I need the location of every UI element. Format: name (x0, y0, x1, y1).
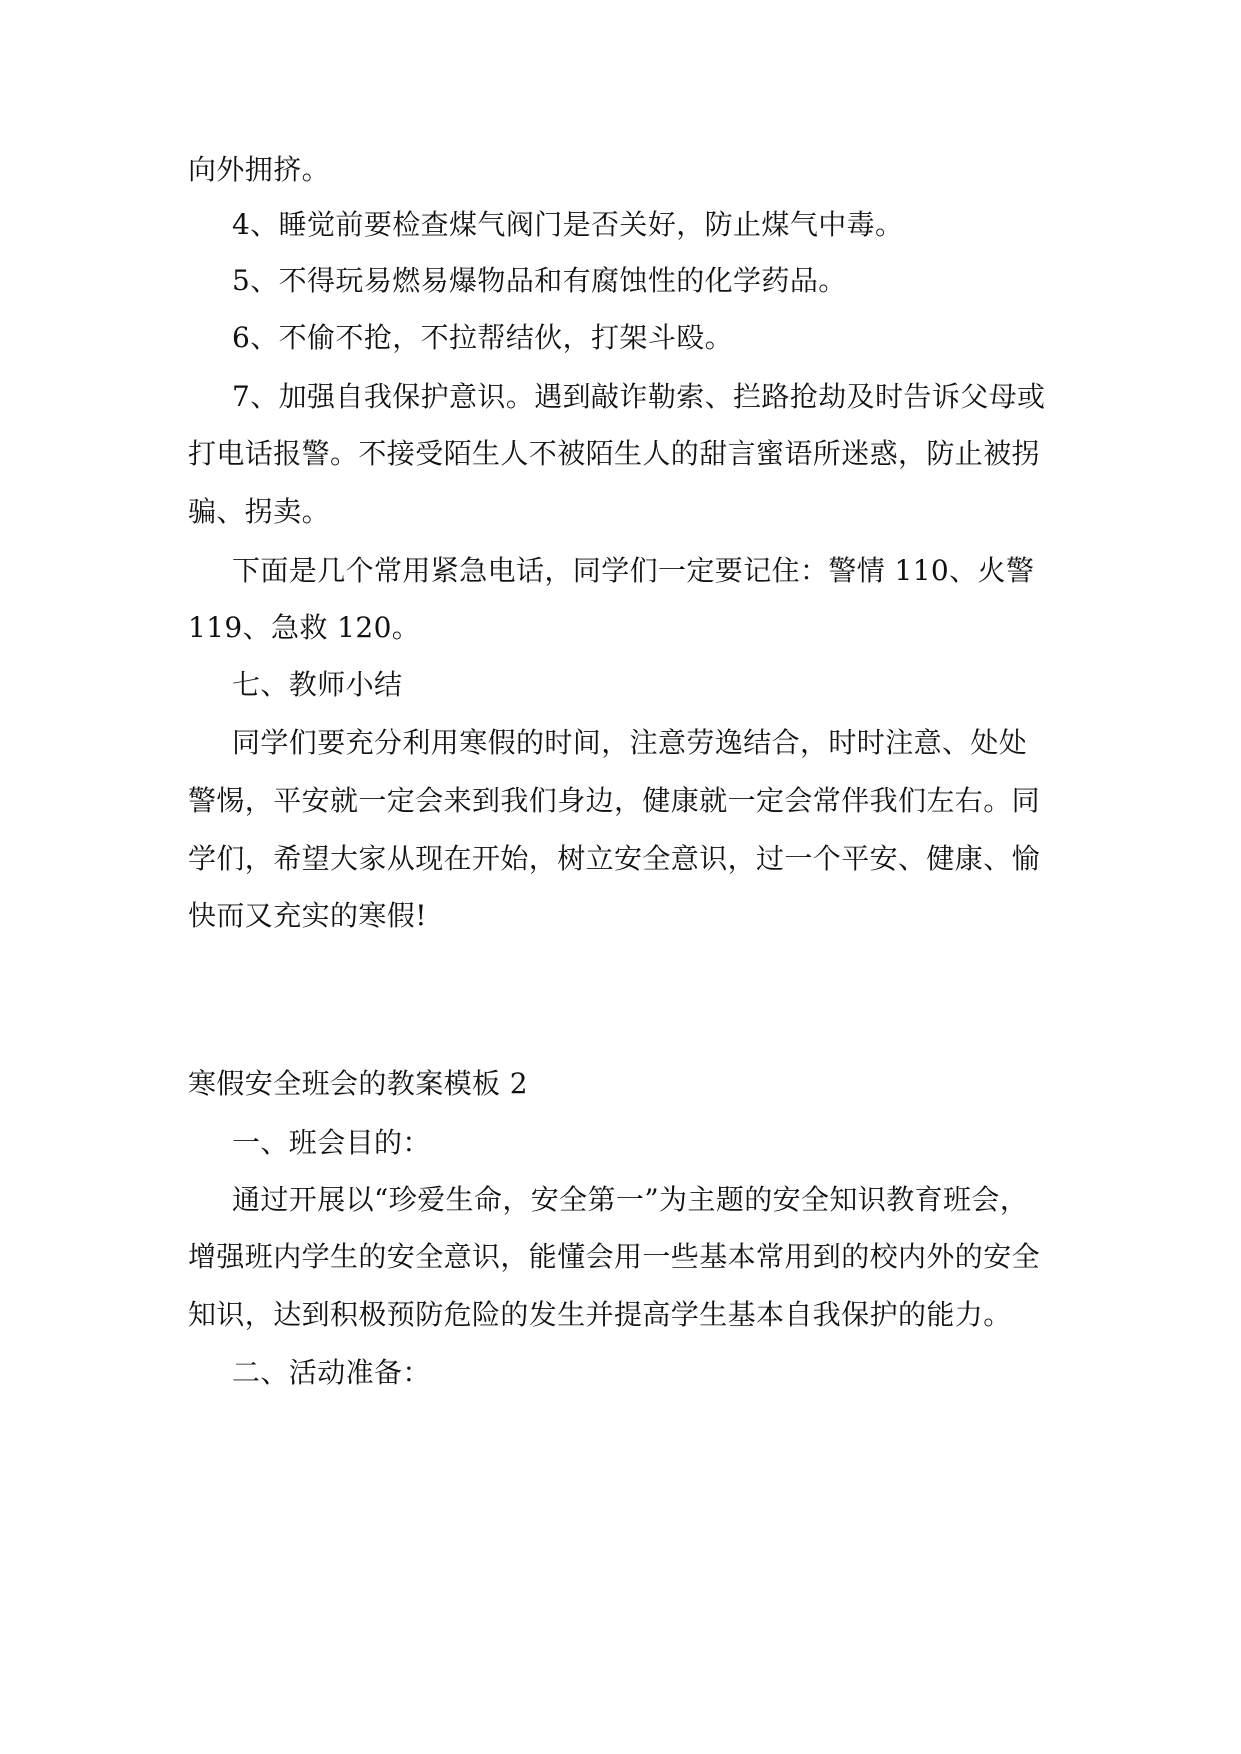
list-item-4: 4、睡觉前要检查煤气阀门是否关好，防止煤气中毒。 (232, 208, 904, 241)
emergency-numbers-line-2: 119、急救 120。 (188, 611, 421, 644)
section-heading-activity-prep: 二、活动准备： (232, 1356, 431, 1389)
purpose-line-1: 通过开展以“珍爱生命，安全第一”为主题的安全知识教育班会， (232, 1183, 1029, 1216)
purpose-line-2: 增强班内学生的安全意识，能懂会用一些基本常用到的校内外的安全 (188, 1240, 1041, 1273)
summary-line-4: 快而又充实的寒假! (188, 899, 427, 932)
list-item-5: 5、不得玩易燃易爆物品和有腐蚀性的化学药品。 (232, 264, 847, 297)
section-heading-class-purpose: 一、班会目的： (232, 1126, 431, 1159)
list-item-7-line-3: 骗、拐卖。 (188, 495, 331, 528)
summary-line-3: 学们，希望大家从现在开始，树立安全意识，过一个平安、健康、愉 (188, 842, 1041, 875)
paragraph-continuation: 向外拥挤。 (188, 153, 331, 186)
summary-line-2: 警惕，平安就一定会来到我们身边，健康就一定会常伴我们左右。同 (188, 784, 1041, 817)
list-item-7-line-1: 7、加强自我保护意识。遇到敲诈勒索、拦路抢劫及时告诉父母或 (232, 380, 1046, 413)
section-heading-teacher-summary: 七、教师小结 (232, 668, 403, 701)
emergency-numbers-line-1: 下面是几个常用紧急电话，同学们一定要记住：警情 110、火警 (232, 554, 1035, 587)
purpose-line-3: 知识，达到积极预防危险的发生并提高学生基本自我保护的能力。 (188, 1298, 1012, 1331)
summary-line-1: 同学们要充分利用寒假的时间，注意劳逸结合，时时注意、处处 (232, 726, 1028, 759)
list-item-7-line-2: 打电话报警。不接受陌生人不被陌生人的甜言蜜语所迷惑，防止被拐 (188, 437, 1041, 470)
document-title-2: 寒假安全班会的教案模板 2 (188, 1067, 528, 1100)
list-item-6: 6、不偷不抢，不拉帮结伙，打架斗殴。 (232, 321, 734, 354)
